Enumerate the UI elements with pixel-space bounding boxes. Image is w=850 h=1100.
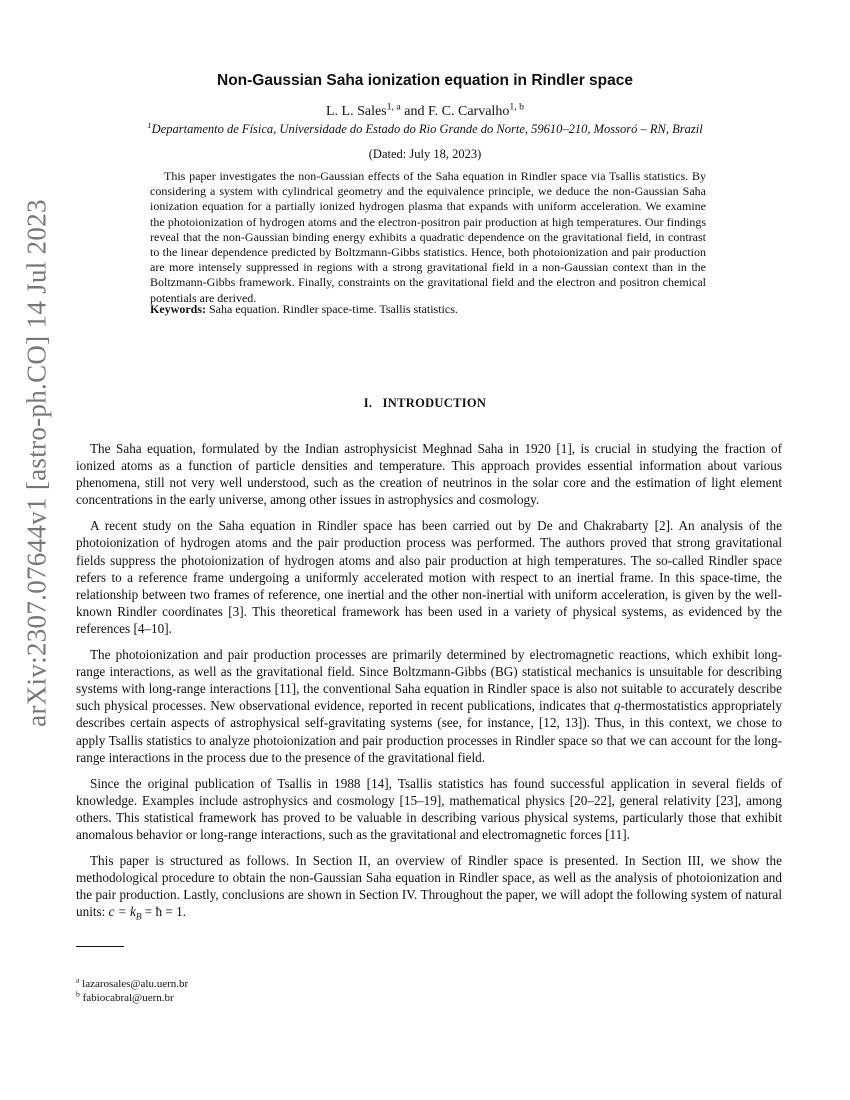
date-line: (Dated: July 18, 2023) (368, 147, 482, 161)
section-heading (0, 396, 850, 411)
paragraph (76, 852, 782, 926)
paragraph: Since the original publication of Tsallis in 1988 [14], Tsallis statistics has found successful application in several fields of knowledge. Examples include astrophysics and cosmology [15–19], mathematical physics [20–22], general relativity [23], among others. This statistical framework has proved to be valuable in describing various physical systems, particularly those that exhibit anomalous behavior or long-range interactions, such as the gravitational and electromagnetic forces [11]. (76, 775, 782, 842)
math-units-rest: = ħ = 1. (141, 904, 187, 920)
paragraph-text: The photoionization and pair production processes are primarily determined by electromagnetic reactions, which exhibit long-range interactions, as well as the gravitational field. Since Boltzmann-Gibbs (BG) statistical mechanics is unsuitable for describing systems with long-range interactions [11], the conventional Saha equation in Rindler space is also not suitable to accurately describe such physical processes. New observational evidence, reported in recent publications, indicates that (76, 647, 782, 714)
keywords-label: Keywords: (150, 302, 206, 316)
footnotes (76, 977, 188, 1005)
footnote-rule (76, 946, 124, 947)
footnote-email: fabiocabral@uern.br (82, 992, 174, 1004)
affiliation-marker: 1 (147, 119, 152, 130)
author-line (0, 101, 850, 120)
paragraph-text: This paper is structured as follows. In Section II, an overview of Rindler space is presented. In Section III, we show the methodological procedure to obtain the non-Gaussian Saha equation in Rindler space, as well as the analysis of photoionization and the pair production. Lastly, conclusions are shown in Section IV. Throughout the paper, we will adopt the following system of natural units: (76, 853, 782, 920)
paragraph-text: -thermostatistics appropriately describes certain aspects of astrophysical self-gravitating systems (see, for instance, [12, 13]). Thus, in this context, we chose to apply Tsallis statistics to analyze photoionization and pair production processes in Rindler space so that we can account for the long-range interactions in the process due to the presence of the gravitational field. (76, 698, 782, 765)
math-units: c = k (108, 904, 136, 920)
footnote-marker: a (76, 975, 80, 985)
math-subscript: B (135, 911, 142, 922)
footnote (76, 977, 188, 991)
section-title: INTRODUCTION (382, 396, 487, 410)
footnote-email: lazarosales@alu.uern.br (82, 978, 189, 990)
paragraph: The Saha equation, formulated by the Indian astrophysicist Meghnad Saha in 1920 [1], is crucial in studying the fraction of ionized atoms as a function of particle densities and temperature. This approach provides essential information about various phenomena, still not very well understood, such as the creation of neutrinos in the solar core and the estimation of light element concentrations in the early universe, among other issues in astrophysics and cosmology. (76, 441, 782, 508)
arxiv-identifier: arXiv:2307.07644v1 [astro-ph.CO] 14 Jul 2023 (21, 199, 52, 727)
footnote (76, 991, 188, 1005)
affiliation-text: Departamento de Física, Universidade do Estado do Rio Grande do Norte, 59610–210, Mossoró – RN, Brazil (151, 122, 703, 136)
author-conjunction: and (404, 104, 425, 119)
keywords (150, 302, 706, 317)
paragraph: A recent study on the Saha equation in Rindler space has been carried out by De and Chakrabarty [2]. An analysis of the photoionization of hydrogen atoms and the pair production process was performed. The authors proved that strong gravitational fields suppress the photoionization of hydrogen atoms and also pair production at high temperatures. The so-called Rindler space refers to a reference frame undergoing a uniformly accelerated motion with respect to an inertial frame. In this space-time, the relationship between two frames of reference, one inertial and the other non-inertial with uniform acceleration, is given by the well-known Rindler coordinates [3]. This theoretical framework has been used in a variety of physical systems, as evidenced by the references [4–10]. (76, 518, 782, 636)
affiliation (0, 119, 850, 137)
paper-title: Non-Gaussian Saha ionization equation in Rindler space (217, 72, 633, 89)
abstract: This paper investigates the non-Gaussian effects of the Saha equation in Rindler space via Tsallis statistics. By considering a system with cylindrical geometry and the equivalence principle, we deduce the non-Gaussian Saha ionization equation for a partially ionized hydrogen plasma that expands with uniform acceleration. We examine the photoionization of hydrogen atoms and the electron-positron pair production at high temperatures. Our findings reveal that the non-Gaussian binding energy exhibits a quadratic dependence on the gravitational field, in contrast to the linear dependence predicted by Boltzmann-Gibbs statistics. Hence, both photoionization and pair production are more intensely suppressed in regions with a strong gravitational field in a non-Gaussian context than in the Boltzmann-Gibbs framework. Finally, constraints on the gravitational field and the electron and positron chemical potentials are derived. (150, 169, 706, 305)
author-name: L. L. Sales (325, 104, 387, 119)
author-superscript: 1, a (386, 101, 401, 113)
keywords-text: Saha equation. Rindler space-time. Tsallis statistics. (209, 302, 458, 316)
author-superscript: 1, b (509, 101, 525, 113)
author-name: F. C. Carvalho (428, 104, 510, 119)
body-text (76, 440, 782, 935)
section-number: I. (363, 396, 373, 410)
paragraph (76, 646, 782, 766)
footnote-marker: b (76, 989, 80, 999)
arxiv-sidebar (0, 0, 60, 1100)
math-symbol: q (613, 698, 621, 714)
